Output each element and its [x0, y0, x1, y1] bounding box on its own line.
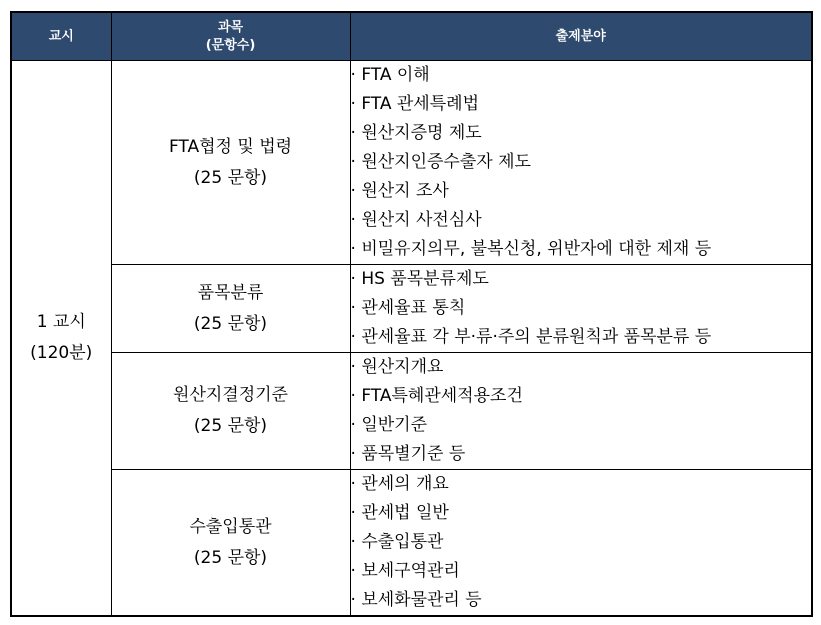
- subject-name: FTA협정 및 법령: [168, 136, 293, 157]
- areas-cell: [350, 470, 812, 617]
- areas-cell: [350, 353, 812, 470]
- list-item: · 수출입통관: [351, 528, 812, 557]
- list-item: · 일반기준: [351, 411, 812, 440]
- list-item: · HS 품목분류제도: [351, 265, 812, 294]
- exam-table-container: [10, 11, 811, 617]
- table-row: [11, 265, 812, 353]
- header-subject: [111, 12, 350, 61]
- table-row: [11, 353, 812, 470]
- list-item: · 원산지 조사: [351, 177, 812, 206]
- list-item: · 원산지 사전심사: [351, 206, 812, 235]
- period-cell: [11, 61, 111, 617]
- list-item: · 관세율표 통칙: [351, 294, 812, 323]
- subject-cell: [111, 353, 350, 470]
- subject-cell: [111, 265, 350, 353]
- list-item: · FTA 이해: [351, 61, 812, 90]
- header-period: 교시: [11, 12, 111, 61]
- list-item: · 관세율표 각 부·류·주의 분류원칙과 품목분류 등: [351, 323, 812, 352]
- areas-cell: [350, 61, 812, 265]
- subject-cell: [111, 470, 350, 617]
- list-item: · 비밀유지의무, 불복신청, 위반자에 대한 제재 등: [351, 235, 812, 264]
- subject-name: 원산지결정기준: [173, 385, 288, 405]
- subject-count: (25 문항): [193, 167, 268, 188]
- areas-list: [351, 470, 812, 615]
- table-row: [11, 61, 812, 265]
- list-item: · 원산지개요: [351, 353, 812, 382]
- list-item: · 관세의 개요: [351, 470, 812, 499]
- subject-name: 수출입통관: [189, 516, 272, 537]
- table-row: [11, 470, 812, 617]
- exam-table: [10, 11, 813, 617]
- list-item: · 관세법 일반: [351, 499, 812, 528]
- areas-list: [351, 353, 812, 469]
- areas-cell: [350, 265, 812, 353]
- subject-cell: [111, 61, 350, 265]
- header-areas: 출제분야: [350, 12, 812, 61]
- list-item: · FTA특혜관세적용조건: [351, 382, 812, 411]
- header-subject-label: 과목: [217, 19, 244, 35]
- subject-count: (25 문항): [193, 547, 268, 568]
- list-item: · FTA 관세특례법: [351, 90, 812, 119]
- list-item: · 원산지인증수출자 제도: [351, 148, 812, 177]
- areas-list: [351, 265, 812, 352]
- list-item: · 보세구역관리: [351, 557, 812, 586]
- list-item: · 품목별기준 등: [351, 440, 812, 469]
- period-duration: (120분): [30, 343, 93, 363]
- period-name: 1 교시: [36, 312, 86, 332]
- subject-count: (25 문항): [193, 313, 268, 334]
- header-subject-count-label: (문항수): [205, 37, 256, 53]
- list-item: · 원산지증명 제도: [351, 119, 812, 148]
- areas-list: [351, 61, 812, 264]
- list-item: · 보세화물관리 등: [351, 586, 812, 615]
- header-row: [11, 12, 812, 61]
- subject-count: (25 문항): [193, 416, 268, 436]
- subject-name: 품목분류: [197, 282, 264, 303]
